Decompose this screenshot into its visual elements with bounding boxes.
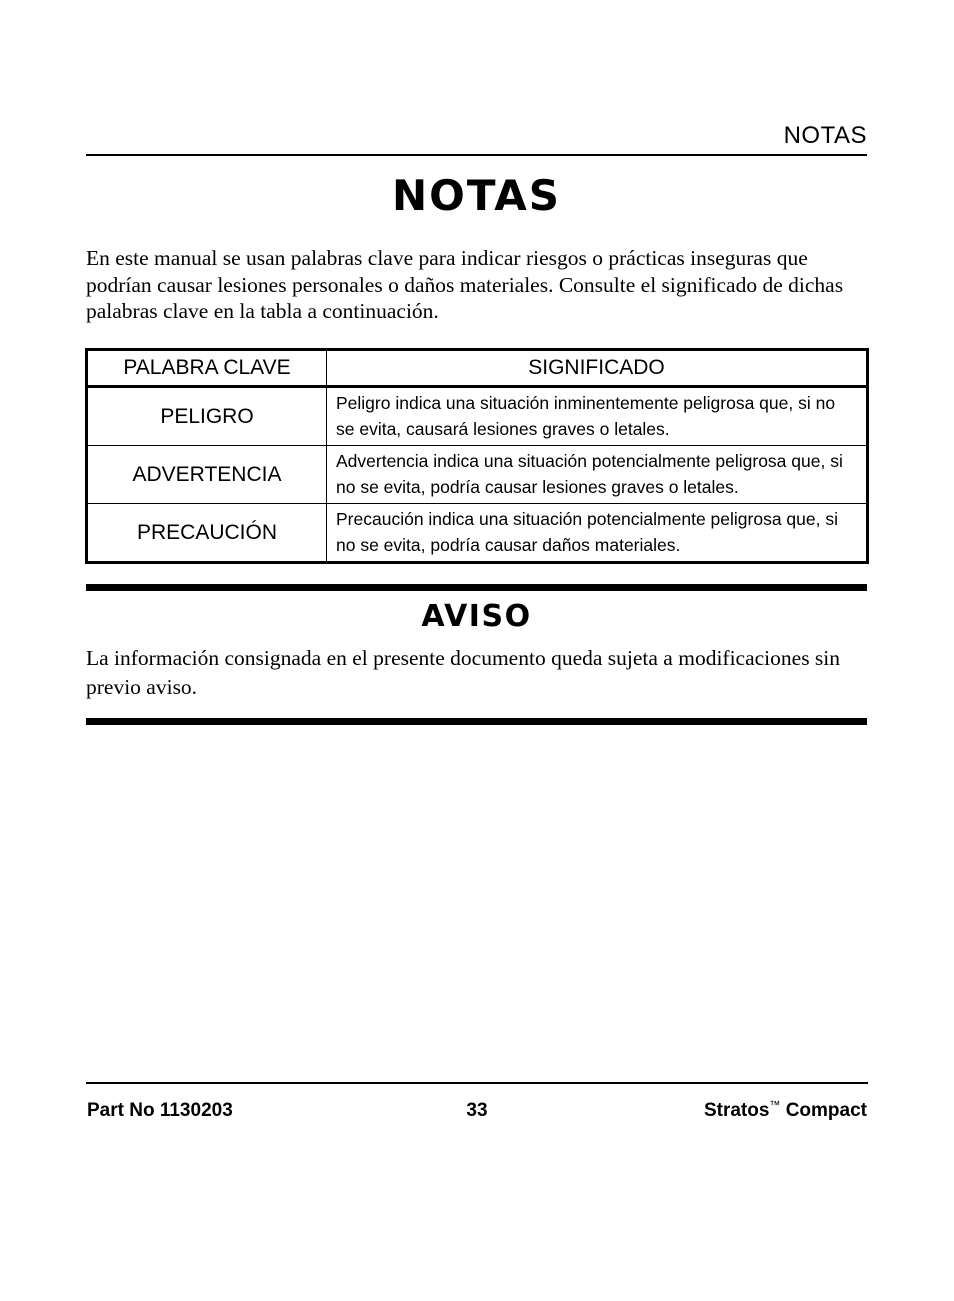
notice-title: AVISO [421,599,532,634]
footer-product [704,1101,867,1120]
page-title: NOTAS [392,171,561,220]
table-row [87,446,868,504]
notice-bottom-rule [86,718,867,725]
keyword-cell: PELIGRO [87,387,327,446]
intro-paragraph: En este manual se usan palabras clave para indicar riesgos o prácticas inseguras que podrían causar lesiones personales o daños materiales. Consulte el significado de dichas palabras clave en la tabla a continuación. [86,246,844,323]
keyword-cell: ADVERTENCIA [87,446,327,504]
footer-part-number: Part No 1130203 [87,1100,233,1121]
notice-top-rule [86,584,867,591]
table-row [87,504,868,563]
footer-rule [86,1082,868,1084]
section-header-label: NOTAS [783,122,867,149]
meaning-cell: Peligro indica una situación inminentemente peligrosa que, si no se evita, causará lesiones graves o letales. [327,387,868,446]
table-header-meaning: SIGNIFICADO [327,350,868,387]
trademark-symbol: ™ [769,1099,781,1112]
header-rule [86,154,867,156]
table-header-keyword: PALABRA CLAVE [87,350,327,387]
footer-product-name: Stratos [703,1100,770,1121]
notice-text: La información consignada en el presente documento queda sujeta a modificaciones sin previo aviso. [86,646,841,699]
meaning-cell: Precaución indica una situación potencialmente peligrosa que, si no se evita, podría causar daños materiales. [327,504,868,563]
footer-product-model: Compact [785,1100,867,1121]
table-header-row [87,350,868,387]
table-row [87,387,868,446]
footer-page-number: 33 [466,1100,488,1121]
keyword-table [85,348,869,564]
keyword-cell: PRECAUCIÓN [87,504,327,563]
meaning-cell: Advertencia indica una situación potencialmente peligrosa que, si no se evita, podría causar lesiones graves o letales. [327,446,868,504]
